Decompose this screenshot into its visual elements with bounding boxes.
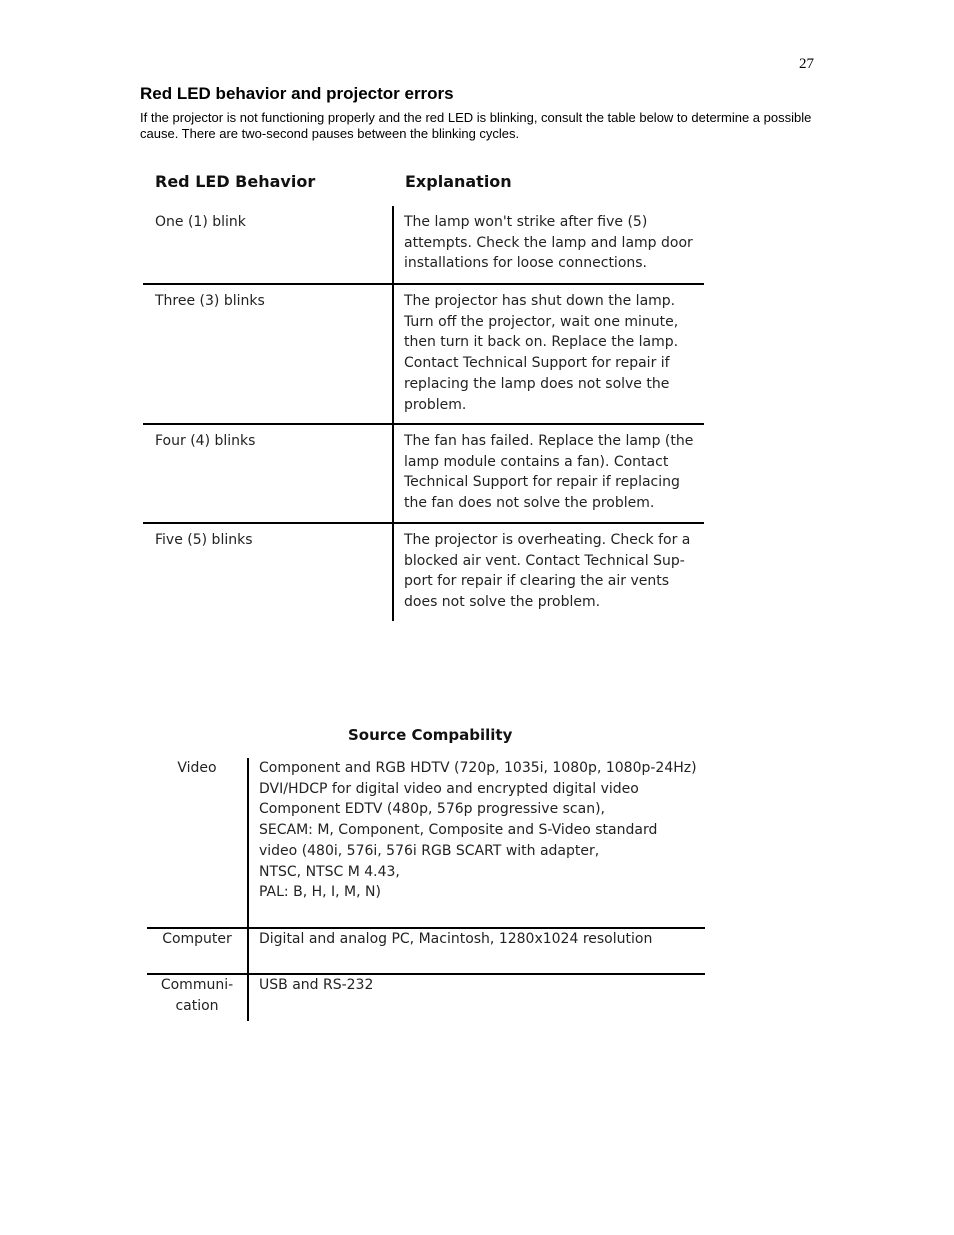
explanation-line: then turn it back on. Replace the lamp. (404, 334, 679, 351)
source-label: cation (175, 997, 219, 1014)
explanation-cell (394, 285, 704, 423)
explanation-line: The projector is overheating. Check for a (404, 532, 691, 548)
header-red-led-behavior: Red LED Behavior (155, 172, 316, 191)
explanation-line: The lamp won't strike after five (5) (404, 214, 648, 230)
header-explanation: Explanation (405, 172, 512, 191)
explanation-line: The fan has failed. Replace the lamp (the (404, 433, 694, 449)
source-label-cell (147, 758, 249, 927)
source-detail-cell (249, 929, 705, 973)
source-detail-line: NTSC, NTSC M 4.43, (259, 863, 400, 880)
explanation-cell (394, 425, 704, 522)
table-row (143, 285, 704, 425)
explanation-line: the fan does not solve the problem. (404, 495, 655, 512)
table-row (143, 206, 704, 285)
section-heading: Red LED behavior and projector errors (140, 84, 454, 103)
table-row (147, 758, 705, 929)
explanation-line: problem. (404, 396, 467, 413)
source-label-cell (147, 975, 249, 1021)
explanation-line: does not solve the problem. (404, 594, 601, 611)
source-detail-line: Component EDTV (480p, 576p progressive scan), (259, 801, 605, 818)
explanation-line: Turn off the projector, wait one minute, (404, 313, 679, 330)
explanation-line: Technical Support for repair if replacing (404, 474, 680, 491)
table-row (147, 975, 705, 1021)
source-detail-line: USB and RS-232 (259, 977, 374, 993)
led-behavior-table (143, 170, 704, 621)
led-behavior-cell: Three (3) blinks (143, 285, 394, 423)
explanation-line: installations for loose connections. (404, 255, 648, 272)
table-row (147, 929, 705, 975)
explanation-line: port for repair if clearing the air vents (404, 573, 670, 590)
explanation-line: replacing the lamp does not solve the (404, 375, 670, 392)
table-row (143, 524, 704, 621)
table-row (143, 425, 704, 524)
source-compatibility-title: Source Compability (348, 726, 513, 744)
source-detail-line: Digital and analog PC, Macintosh, 1280x1024 resolution (259, 931, 653, 947)
source-detail-cell (249, 975, 705, 1021)
page-number: 27 (799, 56, 814, 72)
led-behavior-cell: One (1) blink (143, 206, 394, 283)
led-behavior-cell: Five (5) blinks (143, 524, 394, 621)
source-compatibility-table (147, 758, 705, 1021)
led-table-header (143, 170, 704, 206)
source-label: Computer (162, 931, 232, 947)
intro-paragraph: If the projector is not functioning properly and the red LED is blinking, consult the table below to determine a possible cause. There are two-second pauses between the blinking cycles. (140, 110, 812, 141)
source-detail-line: DVI/HDCP for digital video and encrypted digital video (259, 780, 639, 797)
explanation-line: Contact Technical Support for repair if (404, 355, 670, 372)
source-label: Communi- (160, 977, 234, 993)
explanation-line: lamp module contains a fan). Contact (404, 453, 669, 470)
led-behavior-cell: Four (4) blinks (143, 425, 394, 522)
explanation-line: attempts. Check the lamp and lamp door (404, 234, 693, 251)
explanation-cell (394, 206, 704, 283)
source-detail-line: SECAM: M, Component, Composite and S-Video standard (259, 822, 658, 839)
source-detail-line: PAL: B, H, I, M, N) (259, 884, 381, 901)
explanation-line: blocked air vent. Contact Technical Sup- (404, 552, 685, 569)
source-detail-line: Component and RGB HDTV (720p, 1035i, 1080p, 1080p-24Hz) (259, 760, 697, 776)
source-label-cell (147, 929, 249, 973)
source-detail-line: video (480i, 576i, 576i RGB SCART with adapter, (259, 842, 600, 859)
explanation-cell (394, 524, 704, 621)
source-label: Video (177, 760, 217, 776)
source-detail-cell (249, 758, 705, 927)
explanation-line: The projector has shut down the lamp. (404, 293, 676, 309)
